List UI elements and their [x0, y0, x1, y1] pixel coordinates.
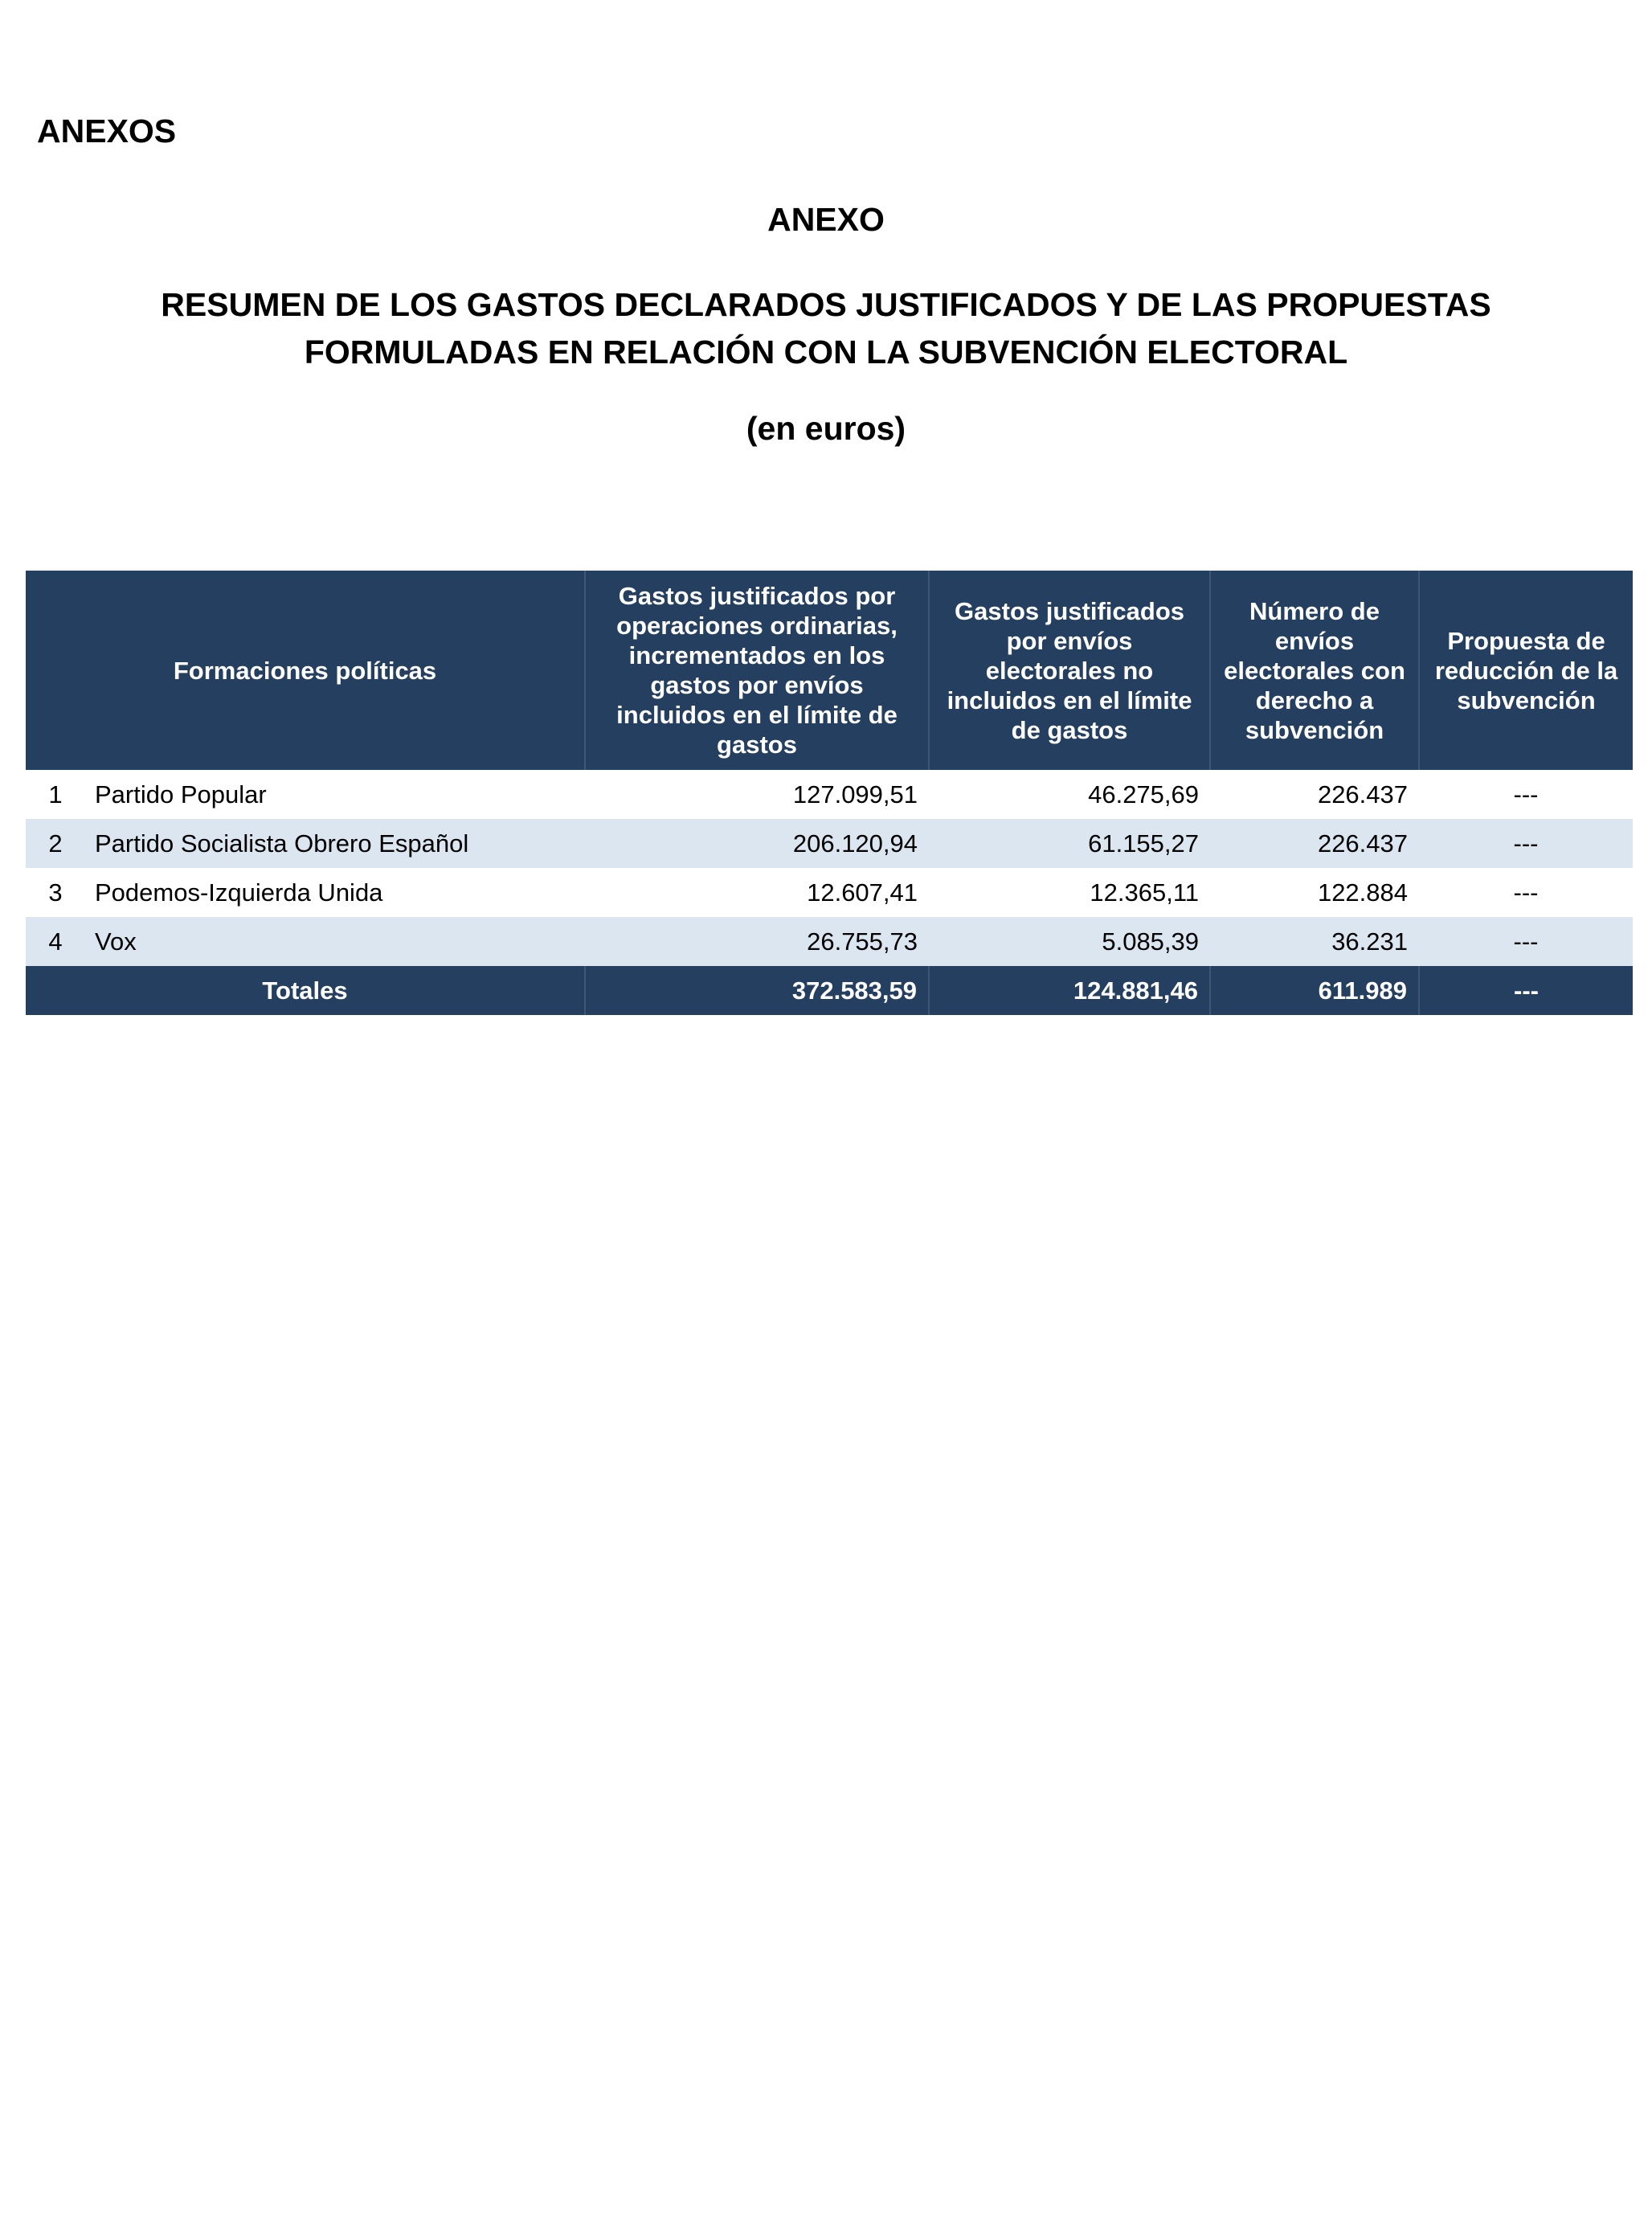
mailing-expenses-value: 61.155,27 [929, 819, 1210, 868]
reduction-proposal-value: --- [1419, 917, 1633, 966]
header-mailing-expenses: Gastos justificados por envíos electorales no incluidos en el límite de gastos [929, 571, 1210, 770]
ordinary-expenses-value: 127.099,51 [585, 770, 929, 819]
table-row [26, 770, 1633, 819]
mailing-expenses-value: 12.365,11 [929, 868, 1210, 917]
header-ordinary-expenses: Gastos justificados por operaciones ordinarias, incrementados en los gastos por envíos incluidos en el límite de gastos [585, 571, 929, 770]
total-mailing-expenses: 124.881,46 [929, 966, 1210, 1015]
header-row [26, 571, 1633, 770]
main-title-line-2: FORMULADAS EN RELACIÓN CON LA SUBVENCIÓN ELECTORAL [304, 334, 1348, 370]
mailing-expenses-value: 5.085,39 [929, 917, 1210, 966]
party-name: Partido Popular [85, 770, 585, 819]
ordinary-expenses-value: 26.755,73 [585, 917, 929, 966]
mailings-count-value: 226.437 [1210, 770, 1419, 819]
row-number: 1 [26, 770, 85, 819]
mailings-count-value: 226.437 [1210, 819, 1419, 868]
party-name: Podemos-Izquierda Unida [85, 868, 585, 917]
main-title [0, 281, 1652, 376]
header-mailings-count: Número de envíos electorales con derecho a subvención [1210, 571, 1419, 770]
row-number: 3 [26, 868, 85, 917]
totals-row [26, 966, 1633, 1015]
table-row [26, 819, 1633, 868]
totals-label: Totales [26, 966, 585, 1015]
party-name: Vox [85, 917, 585, 966]
party-name: Partido Socialista Obrero Español [85, 819, 585, 868]
table-body [26, 770, 1633, 1015]
reduction-proposal-value: --- [1419, 819, 1633, 868]
header-reduction-proposal: Propuesta de reducción de la subvención [1419, 571, 1633, 770]
reduction-proposal-value: --- [1419, 868, 1633, 917]
total-ordinary-expenses: 372.583,59 [585, 966, 929, 1015]
table-header [26, 571, 1633, 770]
mailing-expenses-value: 46.275,69 [929, 770, 1210, 819]
reduction-proposal-value: --- [1419, 770, 1633, 819]
header-parties: Formaciones políticas [26, 571, 585, 770]
ordinary-expenses-value: 206.120,94 [585, 819, 929, 868]
total-reduction-proposal: --- [1419, 966, 1633, 1015]
expenses-summary-table [26, 571, 1633, 1015]
currency-unit-note: (en euros) [746, 410, 906, 447]
main-title-line-1: RESUMEN DE LOS GASTOS DECLARADOS JUSTIFICADOS Y DE LAS PROPUESTAS [161, 286, 1491, 323]
mailings-count-value: 122.884 [1210, 868, 1419, 917]
row-number: 2 [26, 819, 85, 868]
row-number: 4 [26, 917, 85, 966]
mailings-count-value: 36.231 [1210, 917, 1419, 966]
section-label: ANEXOS [37, 113, 177, 149]
annex-title: ANEXO [767, 201, 885, 238]
total-mailings-count: 611.989 [1210, 966, 1419, 1015]
ordinary-expenses-value: 12.607,41 [585, 868, 929, 917]
table-row [26, 868, 1633, 917]
table-row [26, 917, 1633, 966]
